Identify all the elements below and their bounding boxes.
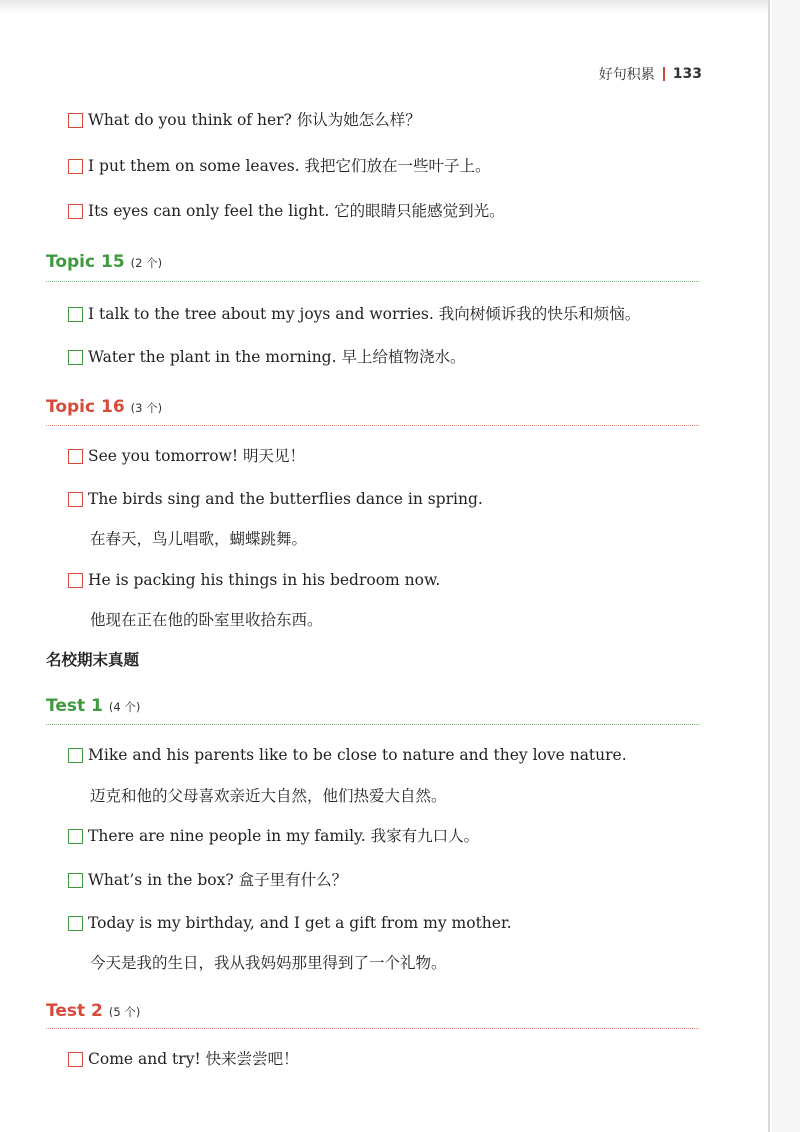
list-item bbox=[68, 870, 347, 890]
list-item bbox=[68, 489, 483, 509]
section-title: Topic 15 bbox=[46, 252, 125, 272]
exam-heading: 名校期末真题 bbox=[46, 651, 140, 669]
checkbox[interactable] bbox=[68, 916, 83, 931]
sentence: Water the plant in the morning. 早上给植物浇水。 bbox=[88, 348, 466, 366]
list-item bbox=[68, 913, 512, 933]
sentence: Its eyes can only feel the light. 它的眼睛只能感觉到光。 bbox=[88, 202, 505, 220]
sentence-translation: 在春天，鸟儿唱歌，蝴蝶跳舞。 bbox=[90, 530, 308, 548]
sentence: Today is my birthday, and I get a gift from my mother. bbox=[88, 914, 512, 932]
checkbox[interactable] bbox=[68, 204, 83, 219]
sentence: He is packing his things in his bedroom now. bbox=[88, 571, 441, 589]
checkbox[interactable] bbox=[68, 350, 83, 365]
checkbox[interactable] bbox=[68, 829, 83, 844]
page-margin bbox=[771, 0, 800, 1132]
list-item bbox=[68, 347, 465, 367]
sentence: Mike and his parents like to be close to nature and they love nature. bbox=[88, 746, 627, 764]
sentence-translation: 他现在正在他的卧室里收拾东西。 bbox=[90, 611, 323, 629]
sentence: What’s in the box? 盒子里有什么？ bbox=[88, 871, 348, 889]
sentence: I talk to the tree about my joys and worries. 我向树倾诉我的快乐和烦恼。 bbox=[88, 305, 641, 323]
sentence: Come and try! 快来尝尝吧！ bbox=[88, 1050, 299, 1068]
page-number: 133 bbox=[672, 66, 702, 82]
list-item bbox=[68, 1049, 299, 1069]
section-heading-topic-15 bbox=[46, 252, 162, 272]
sentence-translation: 今天是我的生日，我从我妈妈那里得到了一个礼物。 bbox=[90, 954, 447, 972]
section-count: (3 个) bbox=[130, 401, 163, 415]
checkbox[interactable] bbox=[68, 307, 83, 322]
page-header bbox=[599, 64, 702, 84]
section-heading-topic-16 bbox=[46, 397, 162, 417]
sentence-translation: 迈克和他的父母喜欢亲近大自然，他们热爱大自然。 bbox=[90, 787, 447, 805]
section-divider bbox=[46, 724, 699, 725]
section-title: Test 1 bbox=[46, 696, 103, 716]
sentence: There are nine people in my family. 我家有九口人。 bbox=[88, 827, 480, 845]
section-title: Topic 16 bbox=[46, 397, 125, 417]
list-item bbox=[68, 570, 440, 590]
sentence: See you tomorrow! 明天见！ bbox=[88, 447, 306, 465]
checkbox[interactable] bbox=[68, 449, 83, 464]
section-title: Test 2 bbox=[46, 1001, 103, 1021]
header-divider bbox=[663, 67, 665, 81]
list-item bbox=[68, 110, 421, 130]
list-item bbox=[68, 446, 305, 466]
checkbox[interactable] bbox=[68, 1052, 83, 1067]
sentence: The birds sing and the butterflies dance in spring. bbox=[88, 490, 483, 508]
checkbox[interactable] bbox=[68, 492, 83, 507]
section-count: (5 个) bbox=[108, 1005, 141, 1019]
page-top-shadow bbox=[0, 0, 770, 14]
checkbox[interactable] bbox=[68, 159, 83, 174]
page-edge bbox=[768, 0, 770, 1132]
list-item bbox=[68, 826, 479, 846]
sentence: I put them on some leaves. 我把它们放在一些叶子上。 bbox=[88, 157, 491, 175]
checkbox[interactable] bbox=[68, 573, 83, 588]
checkbox[interactable] bbox=[68, 748, 83, 763]
checkbox[interactable] bbox=[68, 113, 83, 128]
header-section: 好句积累 bbox=[598, 67, 655, 83]
list-item bbox=[68, 201, 505, 221]
section-divider bbox=[46, 1028, 699, 1029]
section-heading-test-2 bbox=[46, 1001, 140, 1021]
list-item bbox=[68, 304, 640, 324]
section-divider bbox=[46, 425, 699, 426]
section-count: (2 个) bbox=[130, 256, 163, 270]
list-item bbox=[68, 156, 491, 176]
section-divider bbox=[46, 281, 699, 282]
list-item bbox=[68, 745, 627, 765]
checkbox[interactable] bbox=[68, 873, 83, 888]
section-count: (4 个) bbox=[108, 700, 141, 714]
section-heading-test-1 bbox=[46, 696, 140, 716]
sentence: What do you think of her? 你认为她怎么样？ bbox=[88, 111, 421, 129]
